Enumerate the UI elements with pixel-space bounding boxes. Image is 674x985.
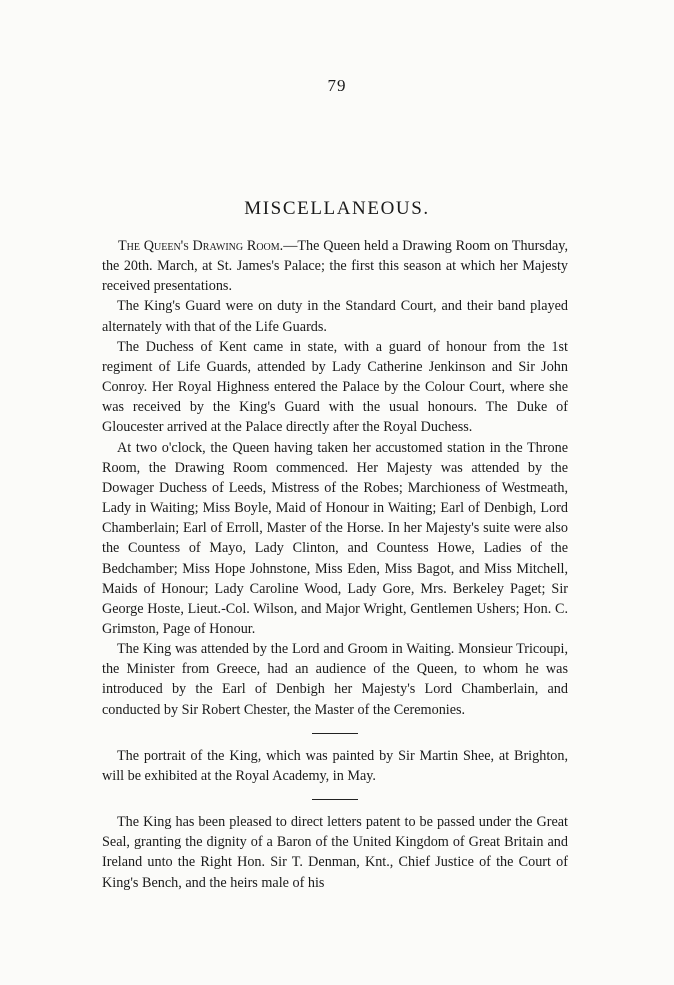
section-divider: [312, 799, 358, 800]
article-body: [102, 236, 568, 893]
article-paragraph: At two o'clock, the Queen having taken her accustomed station in the Throne Room, the Drawing Room commenced. Her Majesty was attended by the Dowager Duchess of Leeds, Mistress of the Robes; Marchioness of Westmeath, Lady in Waiting; Miss Boyle, Maid of Honour in Waiting; Earl of Denbigh, Lord Chamberlain; Earl of Erroll, Master of the Horse. In her Majesty's suite were also the Countess of Mayo, Lady Clinton, and Countess Howe, Ladies of the Bedchamber; Miss Hope Johnstone, Miss Eden, Miss Bagot, and Miss Mitchell, Maids of Honour; Lady Caroline Wood, Lady Gore, Mrs. Berkeley Paget; Sir George Hoste, Lieut.-Col. Wilson, and Major Wright, Gentlemen Ushers; Hon. C. Grimston, Page of Honour.: [102, 439, 568, 637]
article-paragraph: The King's Guard were on duty in the Standard Court, and their band played alternately with that of the Life Guards.: [102, 298, 568, 335]
page-title: MISCELLANEOUS.: [244, 198, 430, 219]
section-heading: The Queen's Drawing Room.: [118, 238, 284, 254]
article-paragraph: The King was attended by the Lord and Groom in Waiting. Monsieur Tricoupi, the Minister from Greece, had an audience of the Queen, to whom he was introduced by the Earl of Denbigh her Majesty's Lord Chamberlain, and conducted by Sir Robert Chester, the Master of the Ceremonies.: [102, 641, 568, 718]
page-number: 79: [327, 76, 347, 95]
article-paragraph-portrait: The portrait of the King, which was painted by Sir Martin Shee, at Brighton, will be exhibited at the Royal Academy, in May.: [102, 747, 568, 784]
article-paragraph: The Duchess of Kent came in state, with a guard of honour from the 1st regiment of Life Guards, attended by Lady Catherine Jenkinson and Sir John Conroy. Her Royal Highness entered the Palace by the Colour Court, where she was received by the King's Guard with the usual honours. The Duke of Gloucester arrived at the Palace directly after the Royal Duchess.: [102, 338, 568, 436]
article-paragraph-letters-patent: The King has been pleased to direct letters patent to be passed under the Great Seal, granting the dignity of a Baron of the United Kingdom of Great Britain and Ireland unto the Right Hon. Sir T. Denman, Knt., Chief Justice of the Court of King's Bench, and the heirs male of his: [102, 814, 568, 891]
article-paragraph-intro: [102, 236, 568, 296]
intro-text: —The Queen held a Drawing Room on Thursday, the 20th. March, at St. James's Palace; the first this season at which her Majesty received presentations.: [102, 238, 568, 295]
section-divider: [312, 733, 358, 734]
